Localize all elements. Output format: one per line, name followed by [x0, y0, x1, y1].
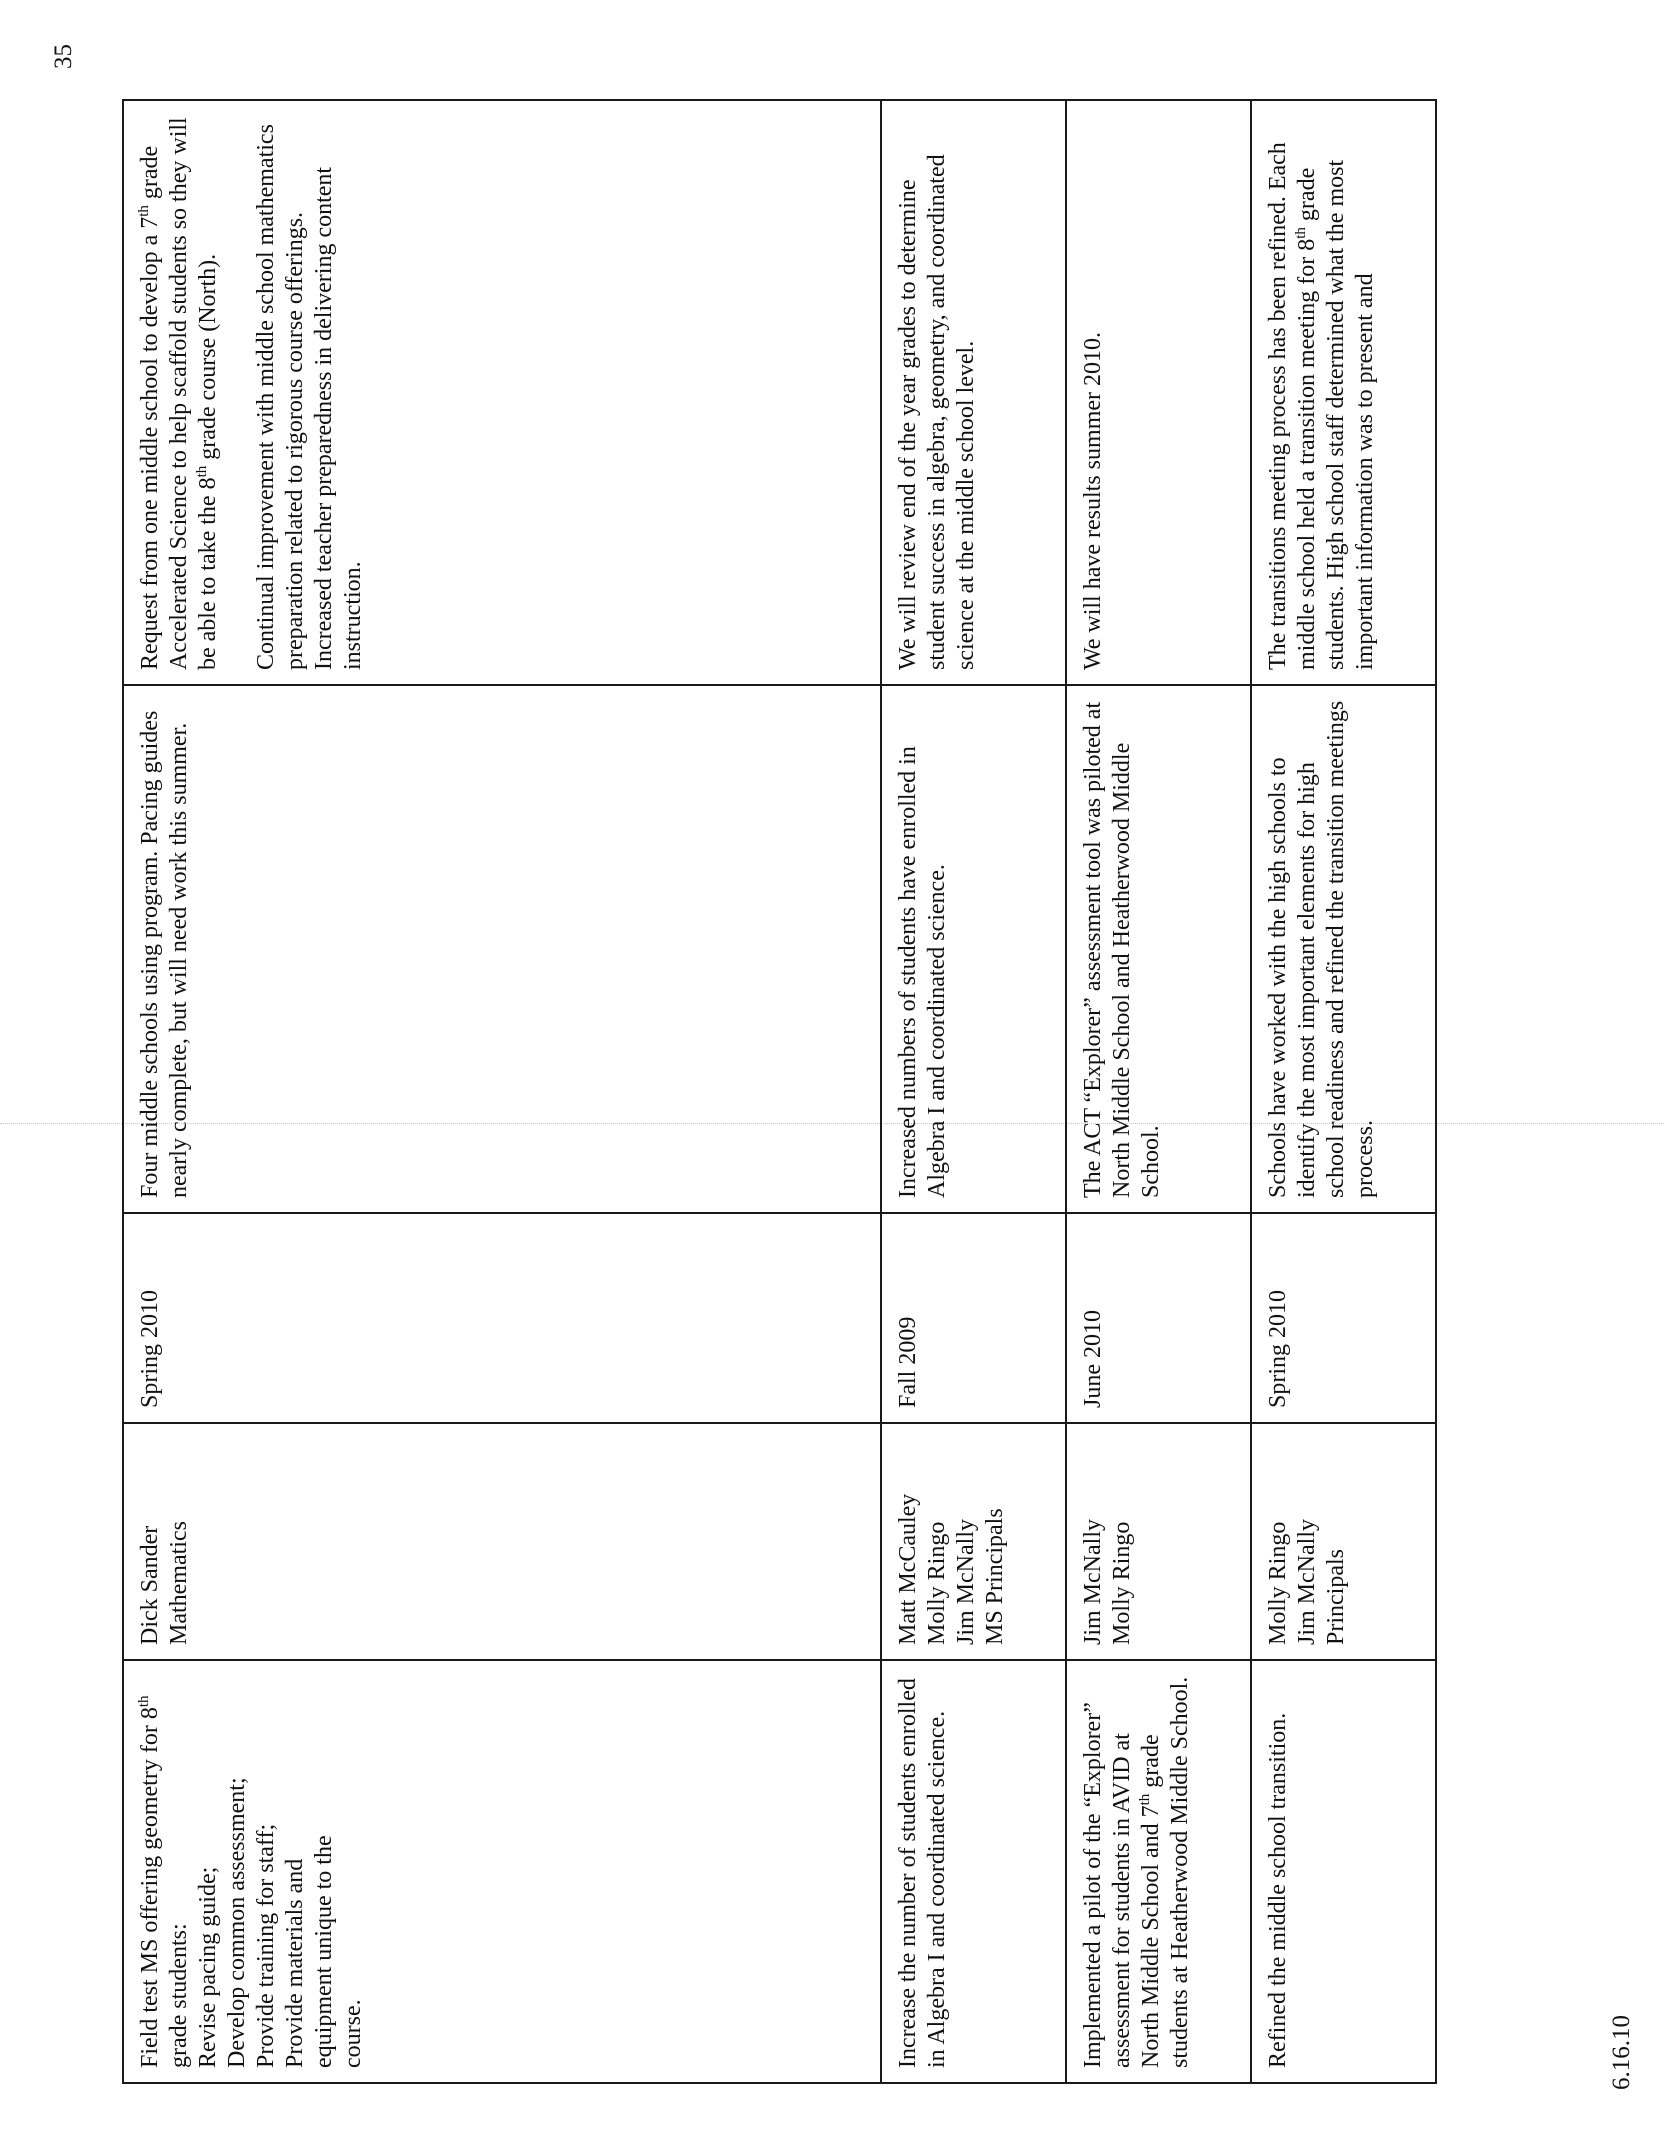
timeline-cell: Spring 2010	[1251, 1213, 1436, 1423]
status-cell: Schools have worked with the high schools to identify the most important elements for high school readiness and refined the transition meetings process.	[1251, 685, 1436, 1213]
person-cell: Jim McNally Molly Ringo	[1066, 1423, 1251, 1660]
table-row	[881, 100, 1066, 2083]
timeline-cell: Spring 2010	[123, 1213, 881, 1423]
action-cell: Increase the number of students enrolled in Algebra I and coordinated science.	[881, 1660, 1066, 2083]
person-cell: Dick Sander Mathematics	[123, 1423, 881, 1660]
comments-cell: We will review end of the year grades to determine student success in algebra, geometry, and coordinated science at the middle school level.	[881, 100, 1066, 685]
table-row	[1251, 100, 1436, 2083]
status-cell: Increased numbers of students have enrolled in Algebra I and coordinated science.	[881, 685, 1066, 1213]
person-cell: Molly Ringo Jim McNally Principals	[1251, 1423, 1436, 1660]
person-cell: Matt McCauley Molly Ringo Jim McNally MS Principals	[881, 1423, 1066, 1660]
date-stamp: 6.16.10	[1608, 2015, 1635, 2090]
status-cell: The ACT “Explorer” assessment tool was piloted at North Middle School and Heatherwood Middle School.	[1066, 685, 1251, 1213]
action-cell: Field test MS offering geometry for 8th grade students: Revise pacing guide; Develop common assessment; Provide training for staff; Provide materials and equipment unique to the course.	[123, 1660, 881, 2083]
comments-cell: The transitions meeting process has been refined. Each middle school held a transition meeting for 8th grade students. High school staff determined what the most important information was to present and	[1251, 100, 1436, 685]
table-row	[1066, 100, 1251, 2083]
action-plan-table	[122, 99, 1437, 2084]
table-row	[123, 100, 881, 2083]
page-number: 35	[50, 44, 77, 69]
action-cell: Refined the middle school transition.	[1251, 1660, 1436, 2083]
comments-cell: Request from one middle school to develop a 7th grade Accelerated Science to help scaffold students so they will be able to take the 8th grade course (North). Continual improvement with middle school mathematics preparation related to rigorous course offerings. Increased teacher preparedness in delivering content instruction.	[123, 100, 881, 685]
comments-cell: We will have results summer 2010.	[1066, 100, 1251, 685]
timeline-cell: June 2010	[1066, 1213, 1251, 1423]
action-cell: Implemented a pilot of the “Explorer” assessment for students in AVID at North Middle School and 7th grade students at Heatherwood Middle School.	[1066, 1660, 1251, 2083]
status-cell: Four middle schools using program. Pacing guides nearly complete, but will need work this summer.	[123, 685, 881, 1213]
timeline-cell: Fall 2009	[881, 1213, 1066, 1423]
